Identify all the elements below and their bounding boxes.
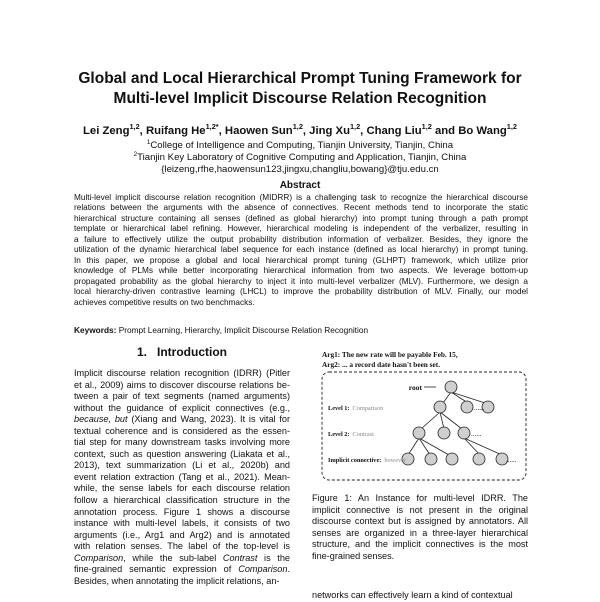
- intro-line: tial step for many downstream tasks involving more: [74, 437, 290, 448]
- author-2: Haowen Sun$^{1,2}$: [224, 122, 303, 137]
- level1-caption: Level 1: Comparison: [328, 405, 384, 412]
- intro-line: tween a pair of text segments (named arguments): [74, 391, 290, 402]
- abstract-line: propagated probability as the global hierarchy to inject it into multi-level verbalizer (MLV). Furthermore, we design a: [74, 276, 528, 286]
- abstract-line: template or hierarchical label refining. However, hierarchical modeling is independent of the verbalizer, resulting in: [74, 224, 528, 234]
- intro-line: event relation extraction (Tang et al., 2021). Mean-: [74, 471, 290, 482]
- root-label: root: [408, 383, 422, 392]
- author-5: Bo Wang$^{1,2}$: [458, 122, 517, 137]
- abstract-line: In this paper, we propose a global and local hierarchical prompt tuning (GLHPT) framework, which utilize prior: [74, 255, 528, 265]
- introduction-body: [74, 368, 290, 587]
- keywords: Keywords: Prompt Learning, Hierarchy, Implicit Discourse Relation Recognition: [74, 325, 369, 335]
- author-list: Lei Zeng$^{1,2}$, Ruifang $He^{1,2*}$, Haowen Sun$^{1,2}$, Jing Xu$^{1,2}$, Chang Liu$^{1,2}$ and Bo Wang$^{1,2}$: [83, 122, 517, 137]
- author-0: Lei Zeng$^{1,2}$: [83, 122, 140, 137]
- intro-line: textual coherence and is considered as the essen-: [74, 425, 290, 436]
- ellipsis-connective: ......: [506, 456, 517, 464]
- intro-line: et al., 2009) aims to discover discourse relations be-: [74, 379, 290, 390]
- abstract-line: local hierarchy-driven contrastive learning (LHCL) to improve the probability distribution of MLV. Finally, our model: [74, 287, 528, 297]
- intro-line: annotation process. Figure 1 shows a discourse: [74, 506, 290, 517]
- intro-line: fine-grained semantic expression of Comparison.: [74, 564, 290, 575]
- node-root: [445, 381, 457, 393]
- abstract-line: a failure to effectively utilize the output probability distribution information of verbalizer. Besides, they ignore the: [74, 234, 528, 244]
- connective-caption: Implicit connective: however: [328, 457, 407, 464]
- author-1: Ruifang $He^{1,2*}$: [145, 122, 219, 137]
- caption-line: senses are organized in a three-layer hierarchical: [312, 527, 528, 538]
- caption-line: structure, and the implicit connectives is the most: [312, 539, 528, 550]
- intro-line: Implicit discourse relation recognition (IDRR) (Pitler: [74, 368, 290, 378]
- abstract-heading: Abstract: [279, 180, 321, 191]
- abstract-line: achieves competitive results on two benchmacks.: [74, 297, 255, 307]
- caption-line: Figure 1: An Instance for multi-level IDRR. The: [312, 493, 528, 503]
- ellipsis-level2: ......: [471, 430, 482, 438]
- intro-line: follow a hierarchical classification structure in the: [74, 495, 290, 506]
- abstract-line: hierarchical structure containing all senses (defined as global hierarchy) into prompt tuning through a path prompt: [74, 213, 528, 223]
- node-level2-contrast: [413, 427, 425, 439]
- figure-hierarchy-diagram: [318, 368, 530, 484]
- intro-line: while, the sense labels for each discourse relation: [74, 483, 290, 494]
- tree-edges: [408, 387, 502, 455]
- level2-caption: Level 2: Contrast: [328, 431, 374, 438]
- node-level1-comparison: [434, 401, 446, 413]
- intro-line: without the guidance of explicit connectives (e.g.,: [74, 402, 290, 413]
- intro-line: with relation senses. The label of the top-level is: [74, 541, 290, 552]
- caption-line: implicit connective is not present in the original: [312, 504, 528, 515]
- right-column-text: networks can effectively learn a kind of contextual: [312, 590, 513, 600]
- abstract-line: utilization of the dynamic hierarchical label sequence for each instance (defined as local hierarchy) in prompt tuning.: [74, 245, 528, 255]
- affiliation-1: $^1$College of Intelligence and Computing, Tianjin University, Tianjin, China: [146, 138, 454, 151]
- abstract-line: relations between the arguments with the absence of connectives. Recent methods tend to incorporate the static: [74, 203, 528, 213]
- intro-line: because, but (Xiang and Wang, 2023). It is vital for: [74, 414, 290, 425]
- abstract-line: Multi-level implicit discourse relation recognition (MIDRR) is a challenging task to recognize the hierarchical discourse: [74, 193, 528, 202]
- abstract-line: knowledge of PLMs while better incorporating hierarchical information from two aspects. We leverage bottom-up: [74, 266, 528, 276]
- intro-line: Besides, when annotating the implicit relations, an-: [74, 575, 280, 586]
- paper-title: Global and Local Hierarchical Prompt Tuning Framework for Multi-level Implicit Discourse Relation Recognition: [78, 70, 522, 107]
- author-emails: {leizeng,rfhe,haowensun123,jingxu,changliu,bowang}@tju.edu.cn: [161, 164, 439, 175]
- author-3: Jing Xu$^{1,2}$: [309, 122, 361, 137]
- intro-line: Comparison, while the sub-label Contrast is the: [74, 552, 290, 563]
- author-4: Chang Liu$^{1,2}$: [366, 122, 432, 137]
- intro-line: 2013), text summarization (Li et al., 2020b) and: [74, 460, 290, 471]
- intro-line: instance with multi-level labels, it consists of two: [74, 518, 290, 529]
- abstract-body: [74, 193, 528, 308]
- figure-caption: [312, 493, 528, 562]
- intro-line: arguments (i.e., Arg1 and Arg2) and is annotated: [74, 529, 290, 540]
- ellipsis-level1: ......: [474, 404, 485, 412]
- caption-line: discourse context but is assigned by annotators. All: [312, 516, 528, 527]
- section-heading-introduction: 1. Introduction: [136, 345, 227, 359]
- affiliation-2: $^2$Tianjin Key Laboratory of Cognitive Computing and Application, Tianjin, China: [133, 150, 467, 163]
- figure-example-arguments: Arg1: The new rate will be payable Feb. 15, Arg2: ... a record date hasn't been set.: [322, 350, 458, 369]
- caption-line: fine-grained senses.: [312, 550, 395, 561]
- intro-line: context, such as question answering (Liakata et al.,: [74, 448, 290, 459]
